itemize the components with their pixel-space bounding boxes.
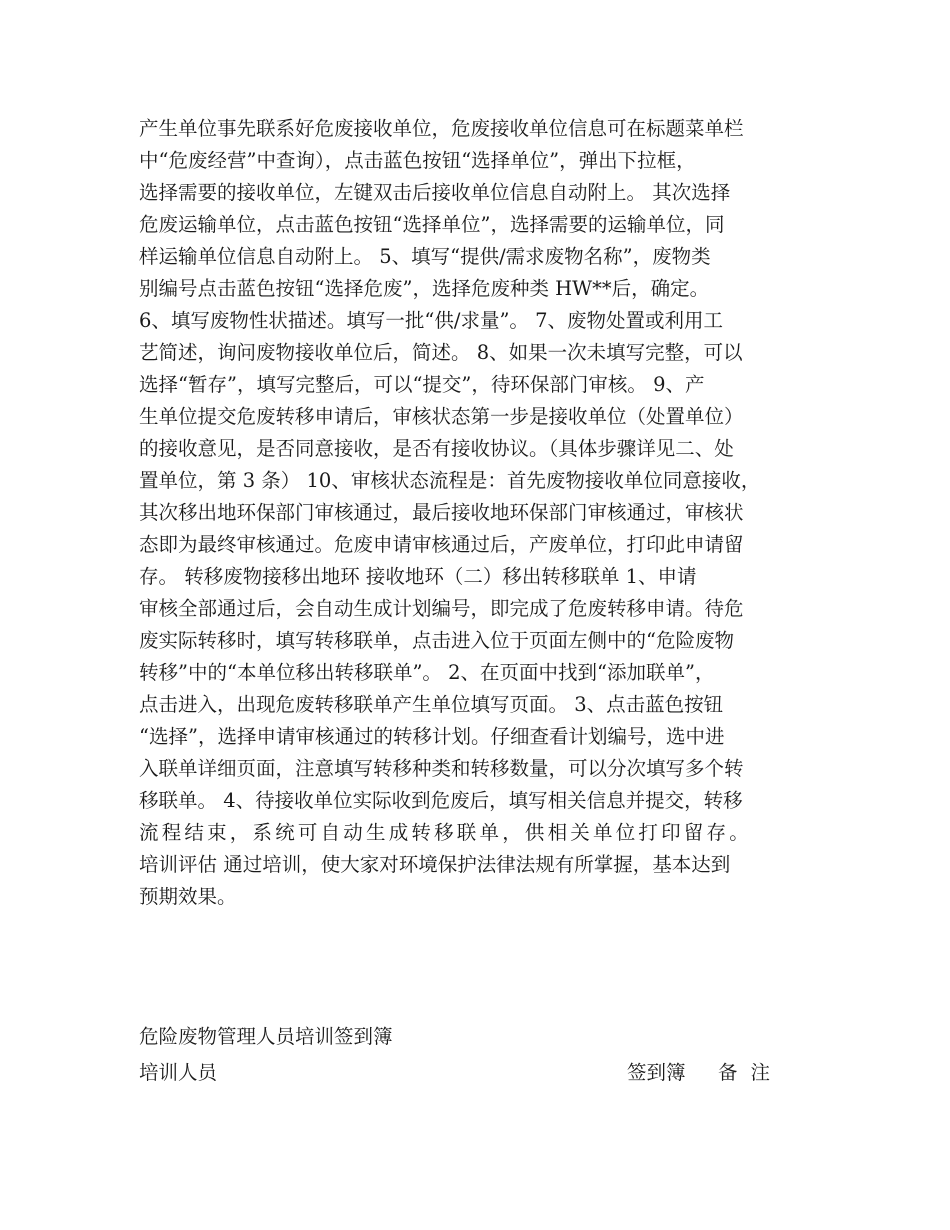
sign-in-table-header xyxy=(139,1057,839,1089)
text-line: 培训评估 通过培训，使大家对环境保护法律法规有所掌握，基本达到 xyxy=(139,853,731,876)
signature-column-header: 签到簿 xyxy=(627,1061,686,1084)
text-line: 移联单。 4、待接收单位实际收到危废后，填写相关信息并提交，转移 xyxy=(139,789,743,812)
text-line: 中“危废经营”中查询），点击蓝色按钮“选择单位”，弹出下拉框， xyxy=(139,149,696,172)
text-line: 废实际转移时，填写转移联单，点击进入位于页面左侧中的“危险废物 xyxy=(139,629,734,652)
text-line: 存。 转移废物接移出地环 接收地环（二）移出转移联单 1、申请 xyxy=(139,565,697,588)
text-line: 审核全部通过后，会自动生成计划编号，即完成了危废转移申请。待危 xyxy=(139,597,744,620)
text-line: 预期效果。 xyxy=(139,885,237,908)
text-line: 艺简述，询问废物接收单位后，简述。 8、如果一次未填写完整，可以 xyxy=(139,341,743,364)
trainee-column-header: 培训人员 xyxy=(139,1061,218,1084)
text-line: 样运输单位信息自动附上。 5、填写“提供/需求废物名称”，废物类 xyxy=(139,245,711,268)
text-line: 流程结束，系统可自动生成转移联单，供相关单位打印留存。 xyxy=(139,821,752,844)
text-line: 转移”中的“本单位移出转移联单”。 2、在页面中找到“添加联单”， xyxy=(139,661,715,684)
text-line: “选择”，选择申请审核通过的转移计划。仔细查看计划编号，选中进 xyxy=(139,725,725,748)
text-line: 生单位提交危废转移申请后，审核状态第一步是接收单位（处置单位） xyxy=(139,405,744,428)
text-line: 点击进入，出现危废转移联单产生单位填写页面。 3、点击蓝色按钮 xyxy=(139,693,724,716)
text-line: 6、填写废物性状描述。填写一批“供/求量”。 7、废物处置或利用工 xyxy=(139,309,724,332)
text-line: 危废运输单位，点击蓝色按钮“选择单位”，选择需要的运输单位，同 xyxy=(139,213,725,236)
text-line: 的接收意见，是否同意接收，是否有接收协议。（具体步骤详见二、处 xyxy=(139,437,734,460)
text-line: 产生单位事先联系好危废接收单位，危废接收单位信息可在标题菜单栏 xyxy=(139,117,744,140)
sign-in-sheet-title: 危险废物管理人员培训签到簿 xyxy=(139,1025,393,1048)
text-line: 别编号点击蓝色按钮“选择危废”，选择危废种类 HW**后，确定。 xyxy=(139,277,710,300)
body-paragraph xyxy=(139,113,829,913)
text-line: 选择“暂存”，填写完整后，可以“提交”，待环保部门审核。 9、产 xyxy=(139,373,705,396)
text-line: 入联单详细页面，注意填写转移种类和转移数量，可以分次填写多个转 xyxy=(139,757,744,780)
text-line: 选择需要的接收单位，左键双击后接收单位信息自动附上。 其次选择 xyxy=(139,181,731,204)
remarks-column-header: 备注 xyxy=(718,1061,784,1084)
text-line: 其次移出地环保部门审核通过，最后接收地环保部门审核通过，审核状 xyxy=(139,501,744,524)
text-line: 态即为最终审核通过。危废申请审核通过后，产废单位，打印此申请留 xyxy=(139,533,744,556)
text-line: 置单位，第 3 条） 10、审核状态流程是：首先废物接收单位同意接收， xyxy=(139,469,761,492)
